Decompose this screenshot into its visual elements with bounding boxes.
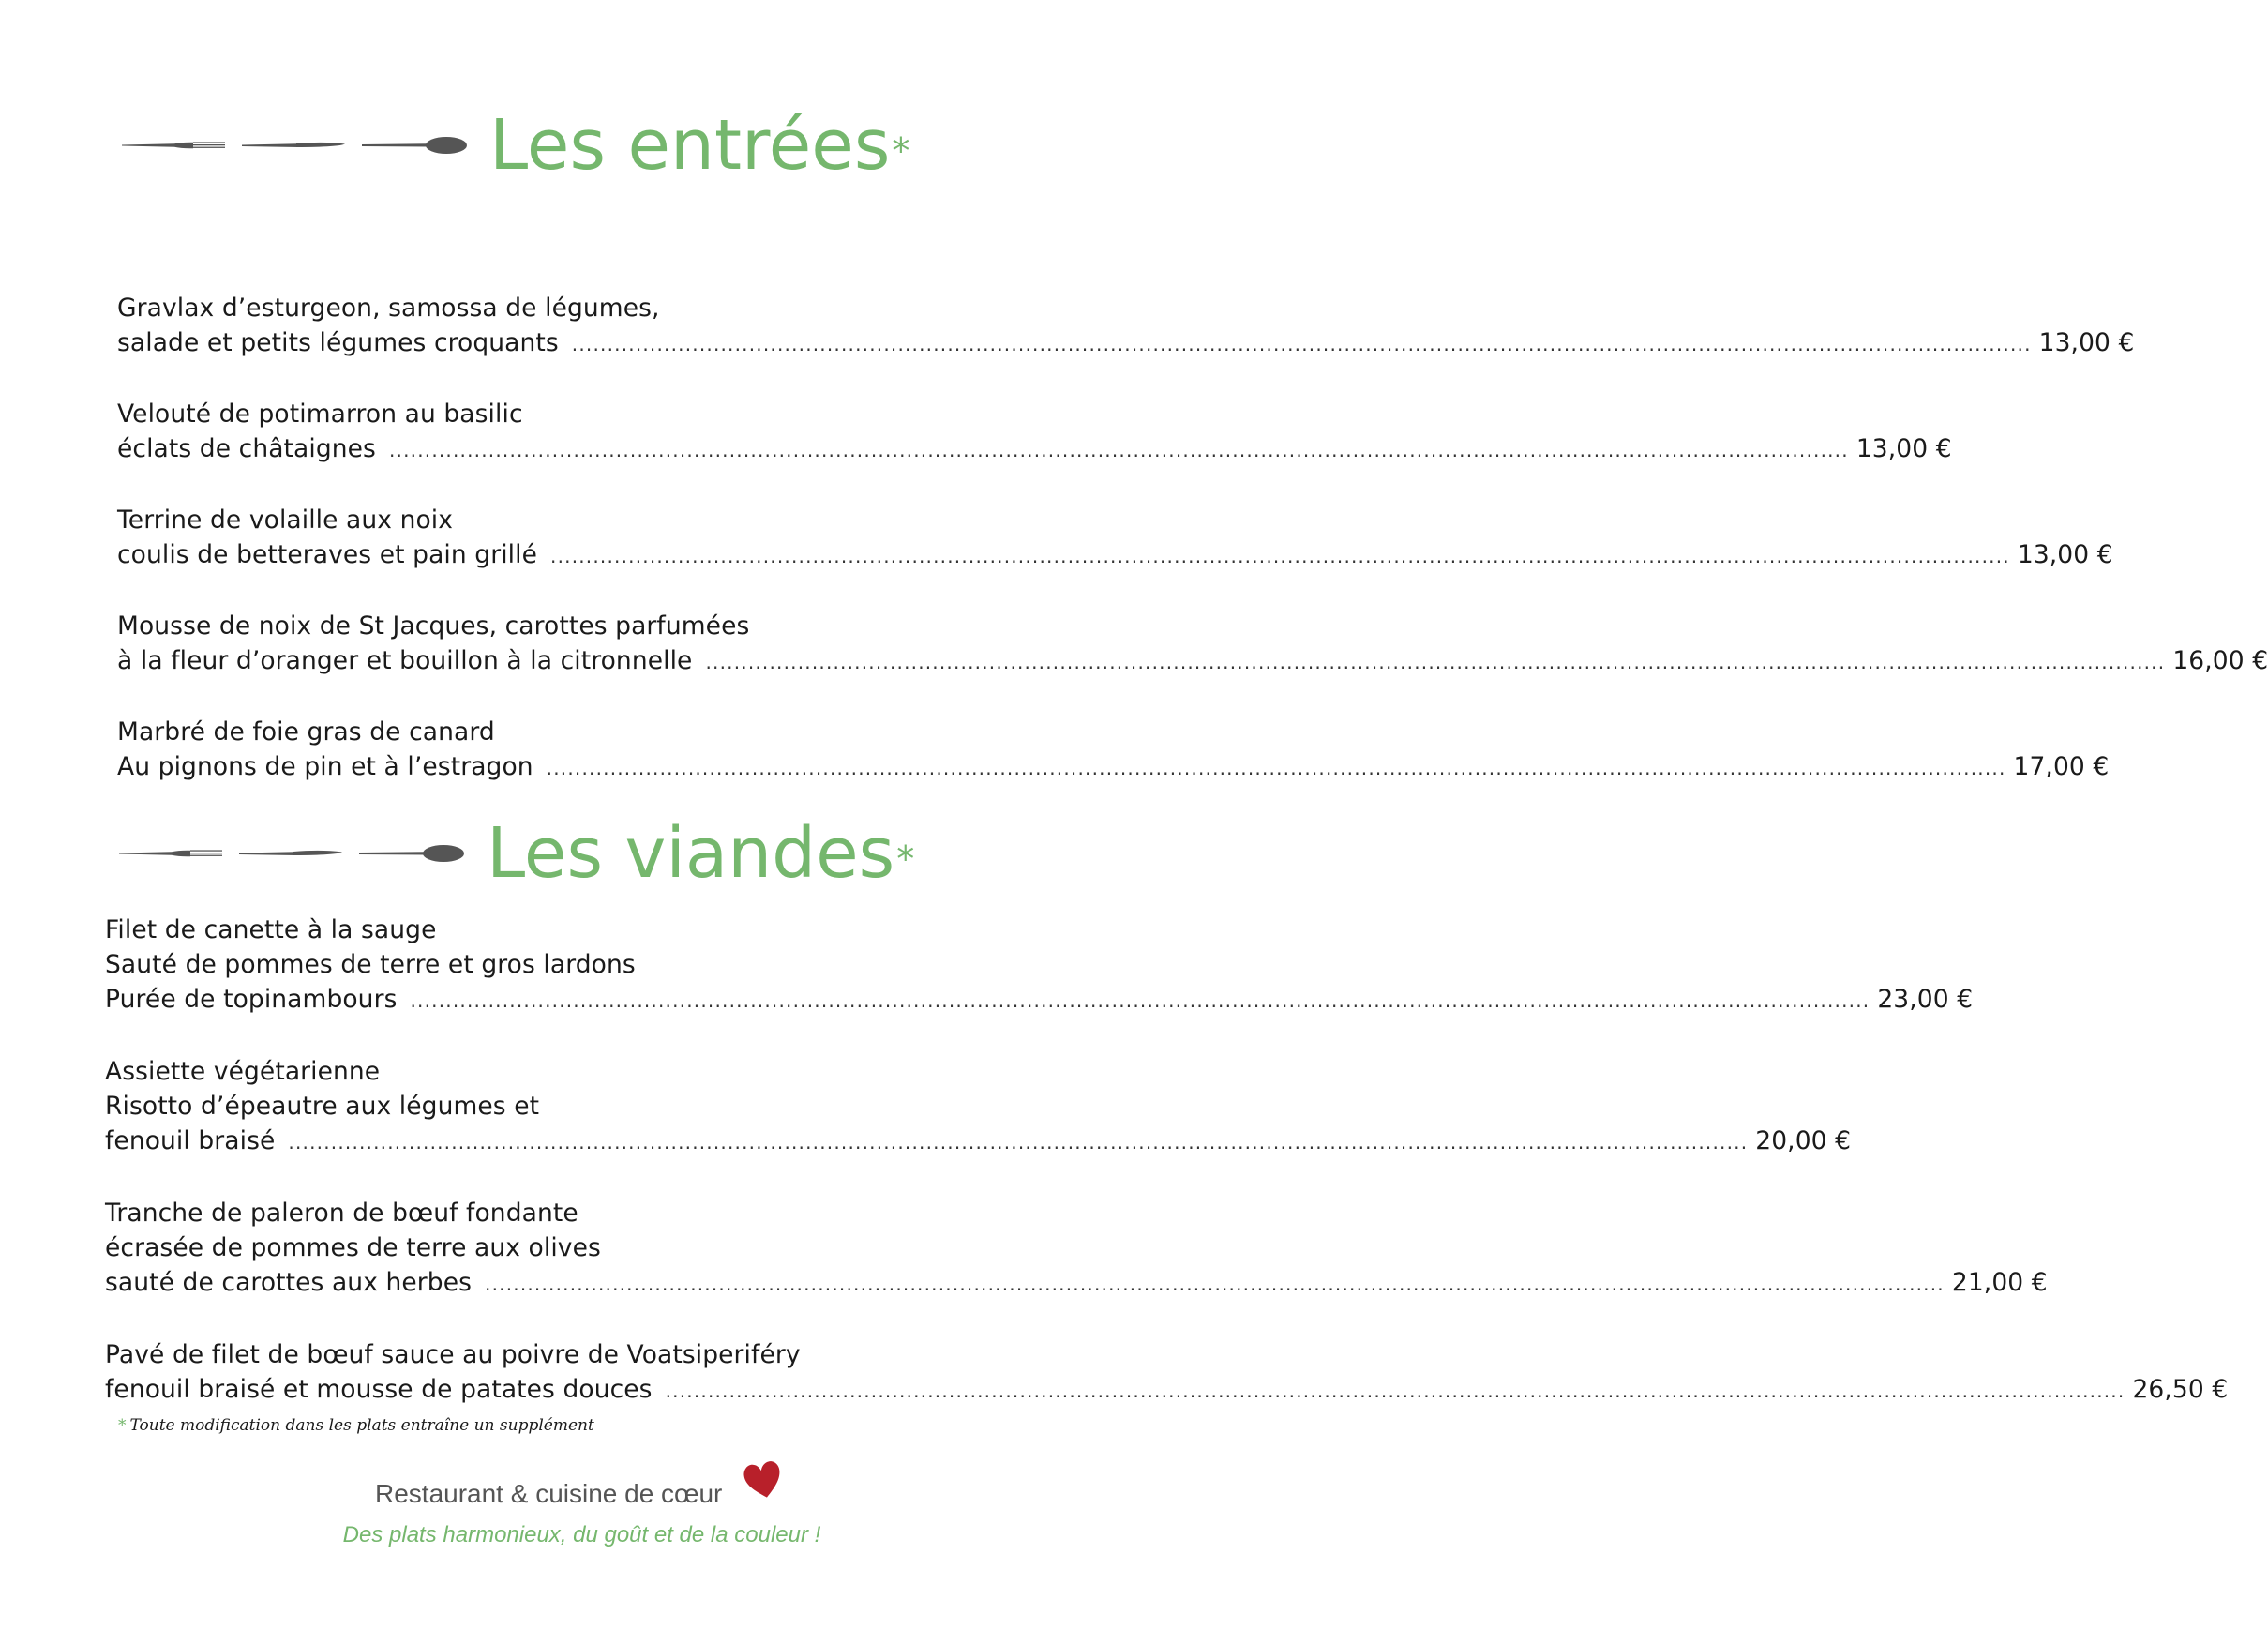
section-title-viandes	[487, 813, 915, 894]
entrees-list	[117, 291, 2268, 786]
dish-line: fenouil braisé	[105, 1126, 276, 1155]
dish-line: Pavé de filet de bœuf sauce au poivre de Voatsiperiféry	[105, 1340, 801, 1369]
menu-item	[117, 397, 1952, 468]
dish-line: salade et petits légumes croquants	[117, 328, 559, 357]
dish-line: Terrine de volaille aux noix	[117, 506, 454, 535]
dish-line: Velouté de potimarron au basilic	[117, 400, 523, 429]
knife-icon	[237, 844, 344, 863]
footnote	[118, 1416, 594, 1435]
tagline: Des plats harmonieux, du goût et de la couleur !	[342, 1522, 821, 1547]
fork-icon	[117, 844, 224, 863]
footnote-text: Toute modification dans les plats entraîne un supplément	[129, 1416, 594, 1435]
heart-icon	[743, 1460, 784, 1500]
menu-item	[117, 503, 2113, 574]
dish-line: à la fleur d’oranger et bouillon à la citronnelle	[117, 646, 693, 675]
dish-price: 21,00 €	[1951, 1268, 2048, 1297]
restaurant-brand: Restaurant & cuisine de cœur	[375, 1479, 723, 1508]
dish-line: Assiette végétarienne	[105, 1057, 381, 1086]
dot-leader: ..............................................................................................................................................................................................................	[410, 989, 1870, 1012]
dish-line: sauté de carottes aux herbes	[105, 1268, 473, 1297]
dish-price: 23,00 €	[1877, 985, 1974, 1014]
dish-line: Mousse de noix de St Jacques, carottes parfumées	[117, 611, 750, 641]
asterisk: *	[892, 130, 910, 172]
dot-leader: ..............................................................................................................................................................................................................	[571, 333, 2032, 355]
dot-leader: ..............................................................................................................................................................................................................	[288, 1131, 1749, 1154]
dish-line: fenouil braisé et mousse de patates douces	[105, 1375, 653, 1404]
section-title-text: Les viandes	[487, 813, 895, 894]
section-title-entrees	[489, 105, 910, 186]
dish-line: coulis de betteraves et pain grillé	[117, 540, 538, 569]
section-title-text: Les entrées	[489, 105, 891, 186]
menu-item	[105, 1054, 1852, 1160]
cutlery-decoration	[117, 844, 464, 863]
dot-leader: ..............................................................................................................................................................................................................	[388, 439, 1849, 461]
dot-leader: ..............................................................................................................................................................................................................	[485, 1273, 1945, 1295]
dish-line: écrasée de pommes de terre aux olives	[105, 1233, 601, 1262]
dish-price: 13,00 €	[2017, 540, 2113, 569]
menu-item	[105, 913, 1974, 1019]
fork-icon	[120, 136, 227, 155]
dish-price: 17,00 €	[2013, 752, 2110, 781]
cutlery-decoration	[120, 136, 467, 155]
spoon-icon	[357, 844, 464, 863]
dish-line: Purée de topinambours	[105, 985, 398, 1014]
asterisk: *	[896, 838, 915, 880]
dish-price: 26,50 €	[2132, 1375, 2229, 1404]
menu-item	[105, 1337, 2229, 1409]
dot-leader: ..............................................................................................................................................................................................................	[550, 545, 2010, 567]
dish-line: Au pignons de pin et à l’estragon	[117, 752, 533, 781]
dish-line: Tranche de paleron de bœuf fondante	[105, 1199, 578, 1228]
knife-icon	[240, 136, 347, 155]
dish-line: Marbré de foie gras de canard	[117, 717, 495, 747]
dish-line: éclats de châtaignes	[117, 434, 376, 463]
dish-price: 20,00 €	[1755, 1126, 1852, 1155]
dot-leader: ..............................................................................................................................................................................................................	[546, 757, 2006, 779]
dish-line: Filet de canette à la sauge	[105, 915, 437, 944]
dish-line: Risotto d’épeautre aux légumes et	[105, 1092, 540, 1121]
dot-leader: ..............................................................................................................................................................................................................	[705, 651, 2166, 673]
viandes-header	[117, 813, 915, 894]
menu-item	[117, 715, 2110, 786]
dish-line: Gravlax d’esturgeon, samossa de légumes,	[117, 294, 660, 323]
asterisk: *	[118, 1416, 127, 1435]
menu-item	[117, 291, 2135, 362]
entrees-header	[120, 105, 910, 186]
dish-price: 16,00 €	[2172, 646, 2268, 675]
dish-price: 13,00 €	[2038, 328, 2135, 357]
dot-leader: ..............................................................................................................................................................................................................	[665, 1380, 2125, 1402]
viandes-list	[105, 913, 2229, 1409]
dish-line: Sauté de pommes de terre et gros lardons	[105, 950, 636, 979]
menu-item	[105, 1196, 2048, 1302]
spoon-icon	[360, 136, 467, 155]
menu-item	[117, 609, 2268, 680]
dish-price: 13,00 €	[1855, 434, 1952, 463]
